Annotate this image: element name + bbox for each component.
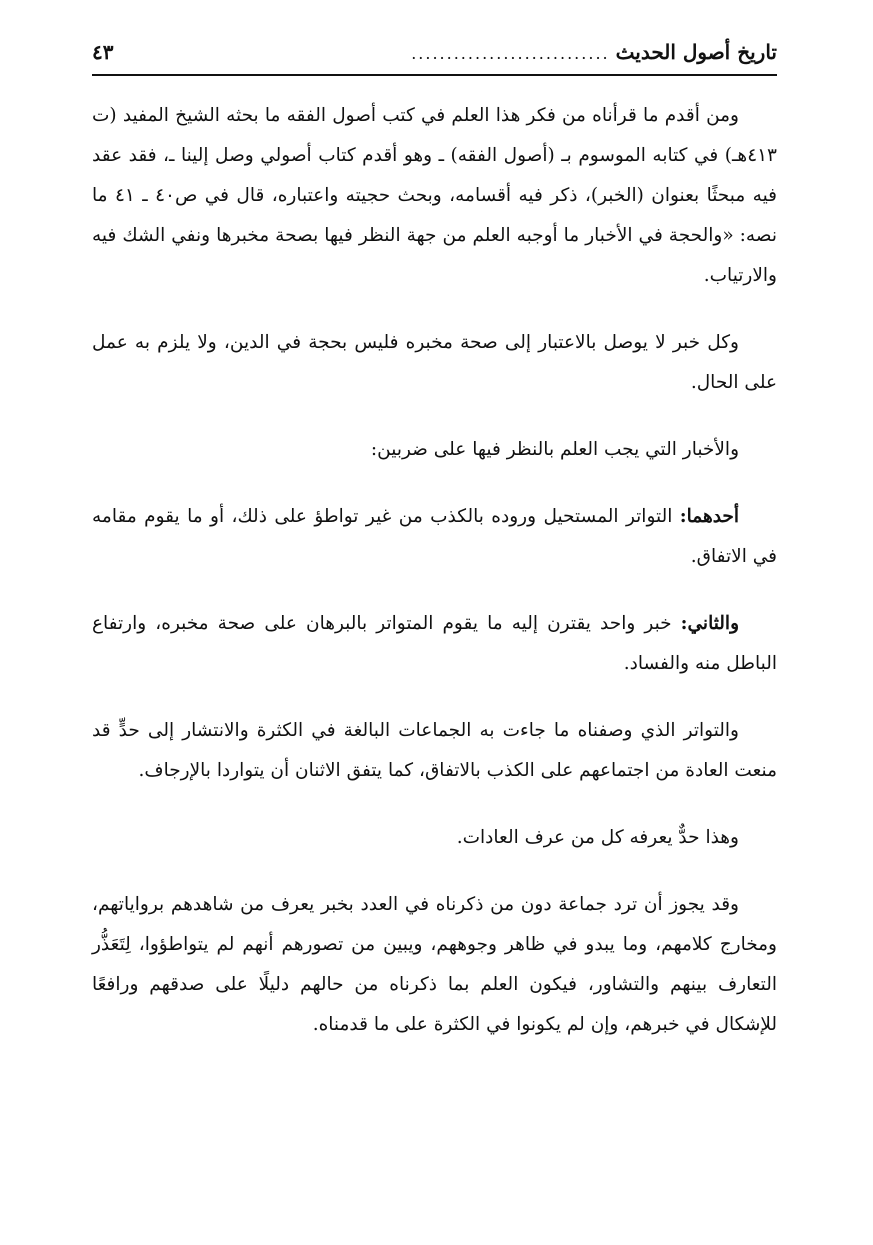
paragraph — [92, 885, 777, 1045]
paragraph — [92, 818, 777, 858]
paragraph-text: وهذا حدٌّ يعرفه كل من عرف العادات. — [456, 827, 739, 848]
paragraph-text: والأخبار التي يجب العلم بالنظر فيها على ضربين: — [370, 439, 739, 460]
paragraph — [92, 497, 777, 577]
paragraph-text: التواتر المستحيل وروده بالكذب من غير تواطؤ على ذلك، أو ما يقوم مقامه في الاتفاق. — [92, 506, 777, 567]
page-number: ٤٣ — [92, 40, 114, 64]
paragraph-lead: أحدهما: — [679, 506, 739, 527]
paragraph — [92, 323, 777, 403]
paragraph-text: خبر واحد يقترن إليه ما يقوم المتواتر بالبرهان على صحة مخبره، وارتفاع الباطل منه والفساد. — [92, 613, 777, 674]
running-header — [92, 34, 777, 76]
paragraph-text: والتواتر الذي وصفناه ما جاءت به الجماعات البالغة في الكثرة والانتشار إلى حدٍّ قد منعت العادة من اجتماعهم على الكذب بالاتفاق، كما يتفق الاثنان أن يتواردا بالإرجاف. — [92, 720, 777, 781]
running-title: تاريخ أصول الحديث — [615, 40, 777, 64]
paragraph-lead: والثاني: — [680, 613, 739, 634]
paragraph — [92, 711, 777, 791]
paragraph — [92, 96, 777, 296]
paragraph — [92, 430, 777, 470]
leader-dots: ............................ — [411, 44, 610, 63]
page-body — [92, 76, 777, 1045]
paragraph-text: وكل خبر لا يوصل بالاعتبار إلى صحة مخبره فليس بحجة في الدين، ولا يلزم به عمل على الحال. — [92, 332, 777, 393]
paragraph-text: ومن أقدم ما قرأناه من فكر هذا العلم في كتب أصول الفقه ما بحثه الشيخ المفيد (ت ٤١٣هـ) في كتابه الموسوم بـ (أصول الفقه) ـ وهو أقدم كتاب أصولي وصل إلينا ـ، فقد عقد فيه مبحثًا بعنوان (الخبر)، ذكر فيه أقسامه، وبحث حجيته واعتباره، قال في ص٤٠ ـ ٤١ ما نصه: «والحجة في الأخبار ما أوجبه العلم من جهة النظر فيها بصحة مخبرها ونفي الشك فيه والارتياب. — [92, 105, 777, 286]
paragraph-text: وقد يجوز أن ترد جماعة دون من ذكرناه في العدد بخبر يعرف من شاهدهم برواياتهم، ومخارج كلامهم، وما يبدو في ظاهر وجوههم، ويبين من تصورهم أنهم لم يتواطؤوا، لِتَعَذُّر التعارف بينهم والتشاور، فيكون العلم بما ذكرناه من حالهم دليلًا على صدقهم ورافعًا للإشكال في خبرهم، وإن لم يكونوا في الكثرة على ما قدمناه. — [92, 894, 777, 1035]
book-page — [92, 34, 777, 1214]
paragraph — [92, 604, 777, 684]
